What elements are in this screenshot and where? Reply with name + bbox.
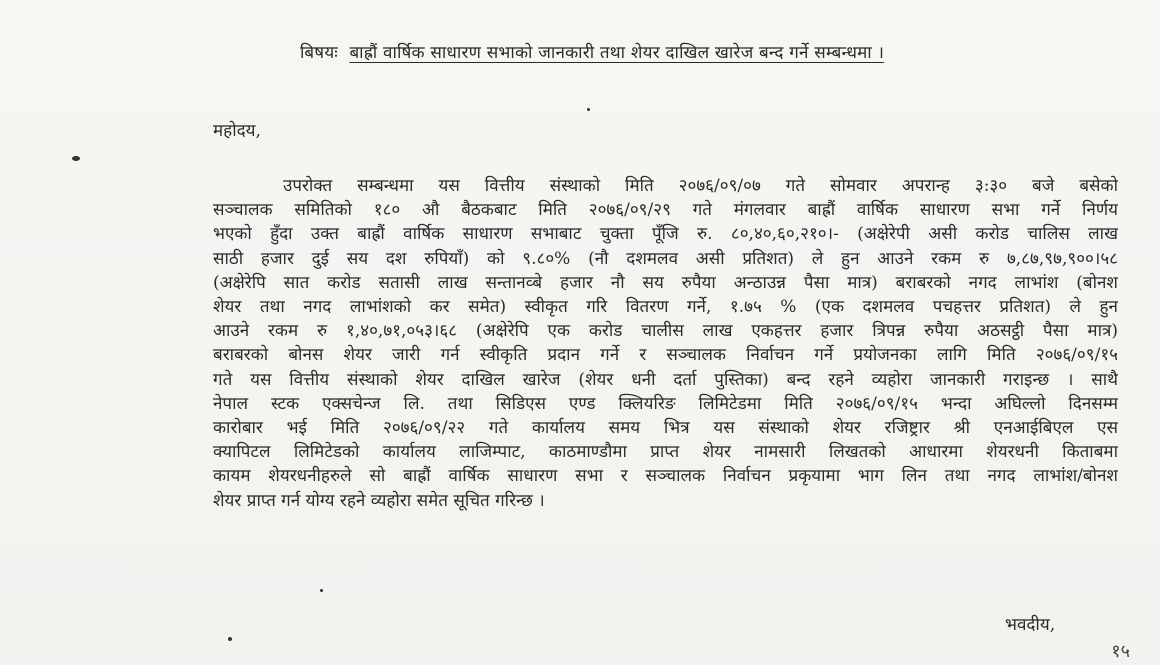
scan-speck xyxy=(228,637,232,641)
body-line: सञ्चालक समितिको १८० औ बैठकबाट मिति २०७६/०९/२९ गते मंगलवार बाह्रौं वार्षिक साधारण सभा गर्ने निर्णय xyxy=(213,200,1118,221)
subject-text: बाह्रौं वार्षिक साधारण सभाको जानकारी तथा शेयर दाखिल खारेज बन्द गर्ने सम्बन्धमा । xyxy=(349,43,885,63)
body-line: गते यस वित्तीय संस्थाको शेयर दाखिल खारेज (शेयर धनी दर्ता पुस्तिका) बन्द रहने व्यहोरा जानकारी गराइन्छ । साथै xyxy=(213,369,1118,390)
closing: भवदीय, xyxy=(1005,615,1056,635)
body-line: शेयर प्राप्त गर्न योग्य रहने व्यहोरा समेत सूचित गरिन्छ । xyxy=(213,490,545,511)
body-line: आउने रकम रु १,४०,७१,०५३।६८ (अक्षेरेपि एक करोड चालीस लाख एकहत्तर हजार त्रिपन्न रुपैया अठसट्ठी पैसा मात्र) xyxy=(213,321,1118,342)
scan-speck xyxy=(587,108,590,111)
body-line: क्यापिटल लिमिटेडको कार्यालय लाजिम्पाट, काठमाण्डौमा प्राप्त शेयर नामसारी लिखतको आधारमा शेयरधनी किताबमा xyxy=(213,442,1118,463)
body-line: बराबरको बोनस शेयर जारी गर्न स्वीकृति प्रदान गर्ने र सञ्चालक निर्वाचन गर्ने प्रयोजनका लागि मिति २०७६/०९/१५ xyxy=(213,345,1118,366)
body-line: शेयर तथा नगद लाभांशको कर समेत) स्वीकृत गरि वितरण गर्ने, १.७५ % (एक दशमलव पचहत्तर प्रतिशत) ले हुन xyxy=(213,297,1118,318)
scan-speck xyxy=(320,589,323,592)
corner-mark: १५ xyxy=(1111,641,1130,662)
body-line: उपरोक्त सम्बन्धमा यस वित्तीय संस्थाको मिति २०७६/०९/०७ गते सोमवार अपरान्ह ३:३० बजे बसेको xyxy=(283,176,1118,196)
body-line: (अक्षेरेपि सात करोड सतासी लाख सन्तानव्बे हजार नौ सय रुपैया अन्ठाउन्न पैसा मात्र) बराबरको नगद लाभांश (बोनश xyxy=(213,272,1118,293)
subject-line xyxy=(300,40,1060,63)
scan-speck xyxy=(72,156,80,161)
body-line: कारोबार भई मिति २०७६/०९/२२ गते कार्यालय समय भित्र यस संस्थाको शेयर रजिष्ट्रार श्री एनआईबिएल एस xyxy=(213,418,1118,439)
salutation: महोदय, xyxy=(213,121,261,141)
body-line: भएको हुँदा उक्त बाह्रौं वार्षिक साधारण सभाबाट चुक्ता पूँजि रु. ८०,४०,६०,२१०।- (अक्षेरेपी असी करोड चालिस लाख xyxy=(213,224,1118,245)
body-line: नेपाल स्टक एक्सचेन्ज लि. तथा सिडिएस एण्ड क्लियरिङ लिमिटेडमा मिति २०७६/०९/१५ भन्दा अघिल्लो दिनसम्म xyxy=(213,393,1118,414)
subject-label: बिषयः xyxy=(300,43,338,63)
body-line: कायम शेयरधनीहरुले सो बाह्रौं वार्षिक साधारण सभा र सञ्चालक निर्वाचन प्रकृयामा भाग लिन तथा नगद लाभांश/बोनश xyxy=(213,466,1118,487)
body-line: साठी हजार दुई सय दश रुपियाँ) को ९.८०% (नौ दशमलव असी प्रतिशत) ले हुन आउने रकम रु ७,८७,९७,९००।५८ xyxy=(213,248,1118,269)
letter-body xyxy=(213,174,1118,513)
